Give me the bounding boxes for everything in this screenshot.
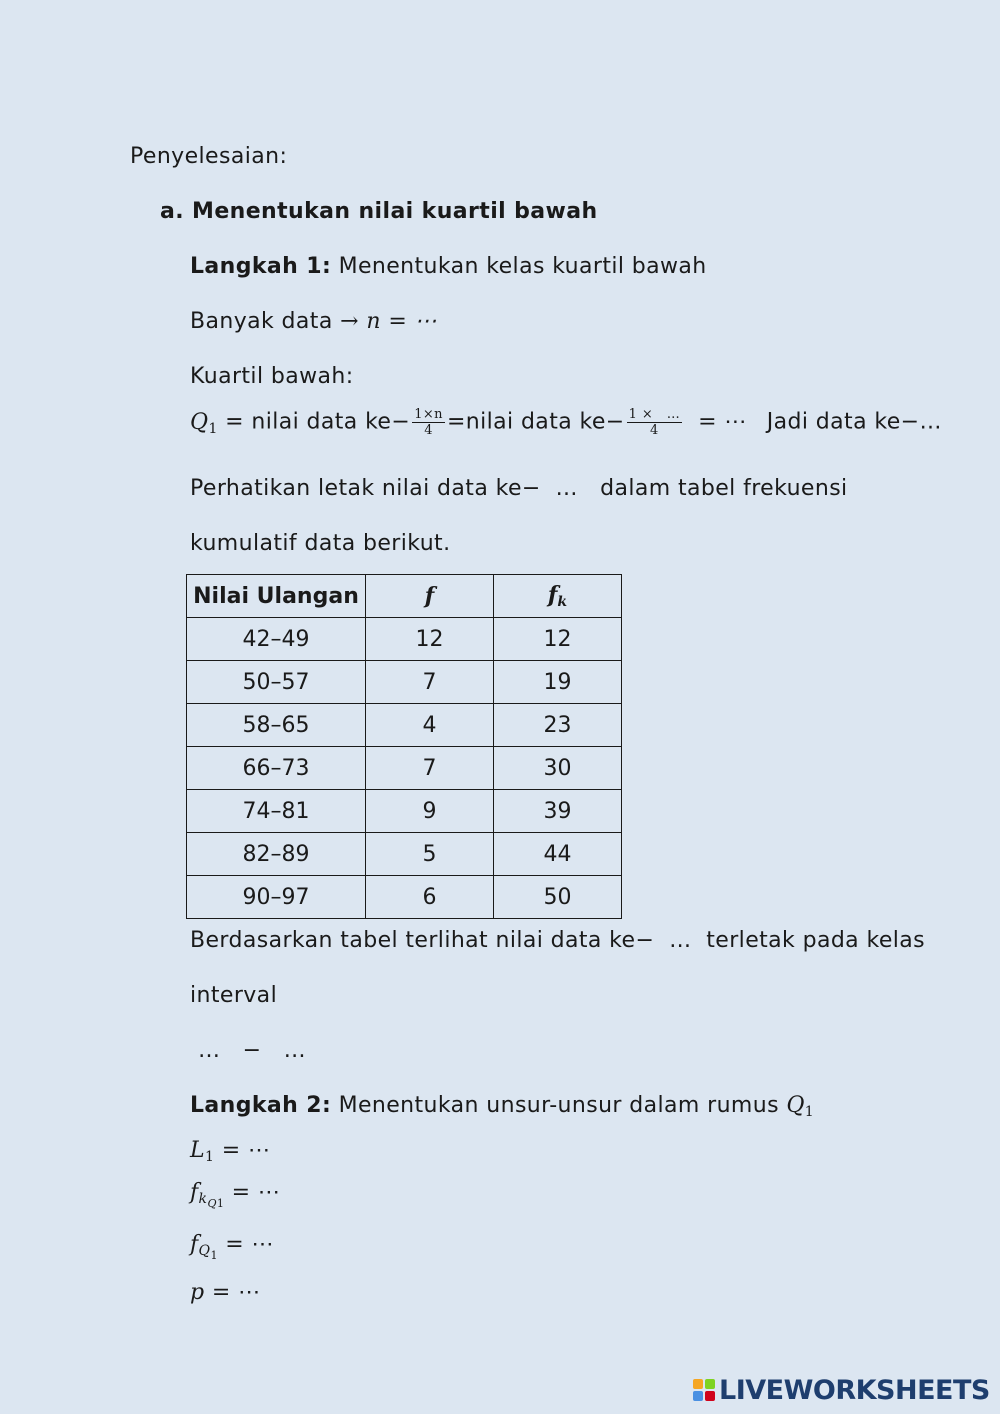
cell-f: 7 — [366, 747, 494, 790]
perhatikan-line-2: kumulatif data berikut. — [190, 531, 451, 556]
cell-f: 4 — [366, 704, 494, 747]
step1-line — [190, 254, 707, 279]
cell-fk: 12 — [494, 618, 622, 661]
header-f: f — [366, 575, 494, 618]
cell-f: 5 — [366, 833, 494, 876]
table-row — [187, 876, 622, 919]
heading: Penyelesaian: — [130, 144, 288, 169]
section-a-title: a. Menentukan nilai kuartil bawah — [160, 199, 598, 224]
kuartil-bawah-label: Kuartil bawah: — [190, 364, 354, 389]
logo-grid-icon — [693, 1379, 715, 1401]
fraction-2[interactable]: $\frac{1 \times \dots}{4}$ — [628, 407, 681, 438]
logo-square — [705, 1391, 715, 1401]
logo-text: LIVEWORKSHEETS — [719, 1374, 990, 1406]
cell-fk: 19 — [494, 661, 622, 704]
step2-label: Langkah 2: — [190, 1093, 332, 1118]
table-row — [187, 704, 622, 747]
formula-line — [190, 407, 942, 438]
berdasarkan-line-1: Berdasarkan tabel terlihat nilai data ke− … terletak pada kelas — [190, 928, 926, 953]
step2-line — [190, 1093, 814, 1120]
f-q1-line[interactable]: $f_{Q1}$ = ⋯ — [190, 1232, 274, 1262]
formula-part2: =nilai data ke− — [446, 409, 625, 435]
cell-interval: 66–73 — [187, 747, 366, 790]
logo-square — [693, 1391, 703, 1401]
berdasarkan-line-2: interval — [190, 983, 278, 1008]
table-row — [187, 618, 622, 661]
cell-interval: 90–97 — [187, 876, 366, 919]
banyak-data-line — [190, 309, 437, 334]
cell-f: 6 — [366, 876, 494, 919]
cell-interval: 58–65 — [187, 704, 366, 747]
cell-fk: 44 — [494, 833, 622, 876]
cell-interval: 42–49 — [187, 618, 366, 661]
cell-interval: 74–81 — [187, 790, 366, 833]
cell-interval: 50–57 — [187, 661, 366, 704]
cell-fk: 23 — [494, 704, 622, 747]
cell-fk: 50 — [494, 876, 622, 919]
cell-f: 9 — [366, 790, 494, 833]
perhatikan-line-1: Perhatikan letak nilai data ke− … dalam tabel frekuensi — [190, 476, 848, 501]
step1-text: Menentukan kelas kuartil bawah — [331, 254, 707, 279]
n-expression: n = ⋯ — [366, 309, 437, 334]
interval-blank[interactable]: … − … — [198, 1038, 306, 1063]
step1-label: Langkah 1: — [190, 254, 332, 279]
fraction-1: $\frac{1\times n}{4}$ — [414, 407, 443, 438]
table-row — [187, 661, 622, 704]
cell-fk: 39 — [494, 790, 622, 833]
jadi-data-text[interactable]: Jadi data ke−… — [766, 409, 942, 435]
table-row — [187, 833, 622, 876]
p-line[interactable]: p = ⋯ — [190, 1280, 261, 1305]
cell-interval: 82–89 — [187, 833, 366, 876]
cell-f: 12 — [366, 618, 494, 661]
table-row — [187, 790, 622, 833]
step2-text: Menentukan unsur-unsur dalam rumus — [331, 1093, 787, 1118]
header-fk: $f_k$ — [494, 575, 622, 618]
formula-part3[interactable]: = ⋯ — [698, 409, 747, 435]
q1-symbol: $Q_1$ — [190, 409, 218, 437]
logo-square — [693, 1379, 703, 1389]
banyak-data-text: Banyak data — [190, 309, 341, 334]
l1-line[interactable]: $L_1$ = ⋯ — [190, 1138, 271, 1165]
table-header-row — [187, 575, 622, 618]
frequency-table — [186, 574, 622, 919]
cell-f: 7 — [366, 661, 494, 704]
step2-q1: $Q_1$ — [786, 1093, 815, 1120]
fk-q1-line[interactable]: $f_{kQ1}$ = ⋯ — [190, 1180, 281, 1210]
arrow-icon: → — [340, 309, 359, 334]
header-nilai-ulangan: Nilai Ulangan — [187, 575, 366, 618]
liveworksheets-logo — [693, 1374, 990, 1406]
logo-square — [705, 1379, 715, 1389]
table-row — [187, 747, 622, 790]
formula-part1: = nilai data ke− — [217, 409, 411, 435]
cell-fk: 30 — [494, 747, 622, 790]
